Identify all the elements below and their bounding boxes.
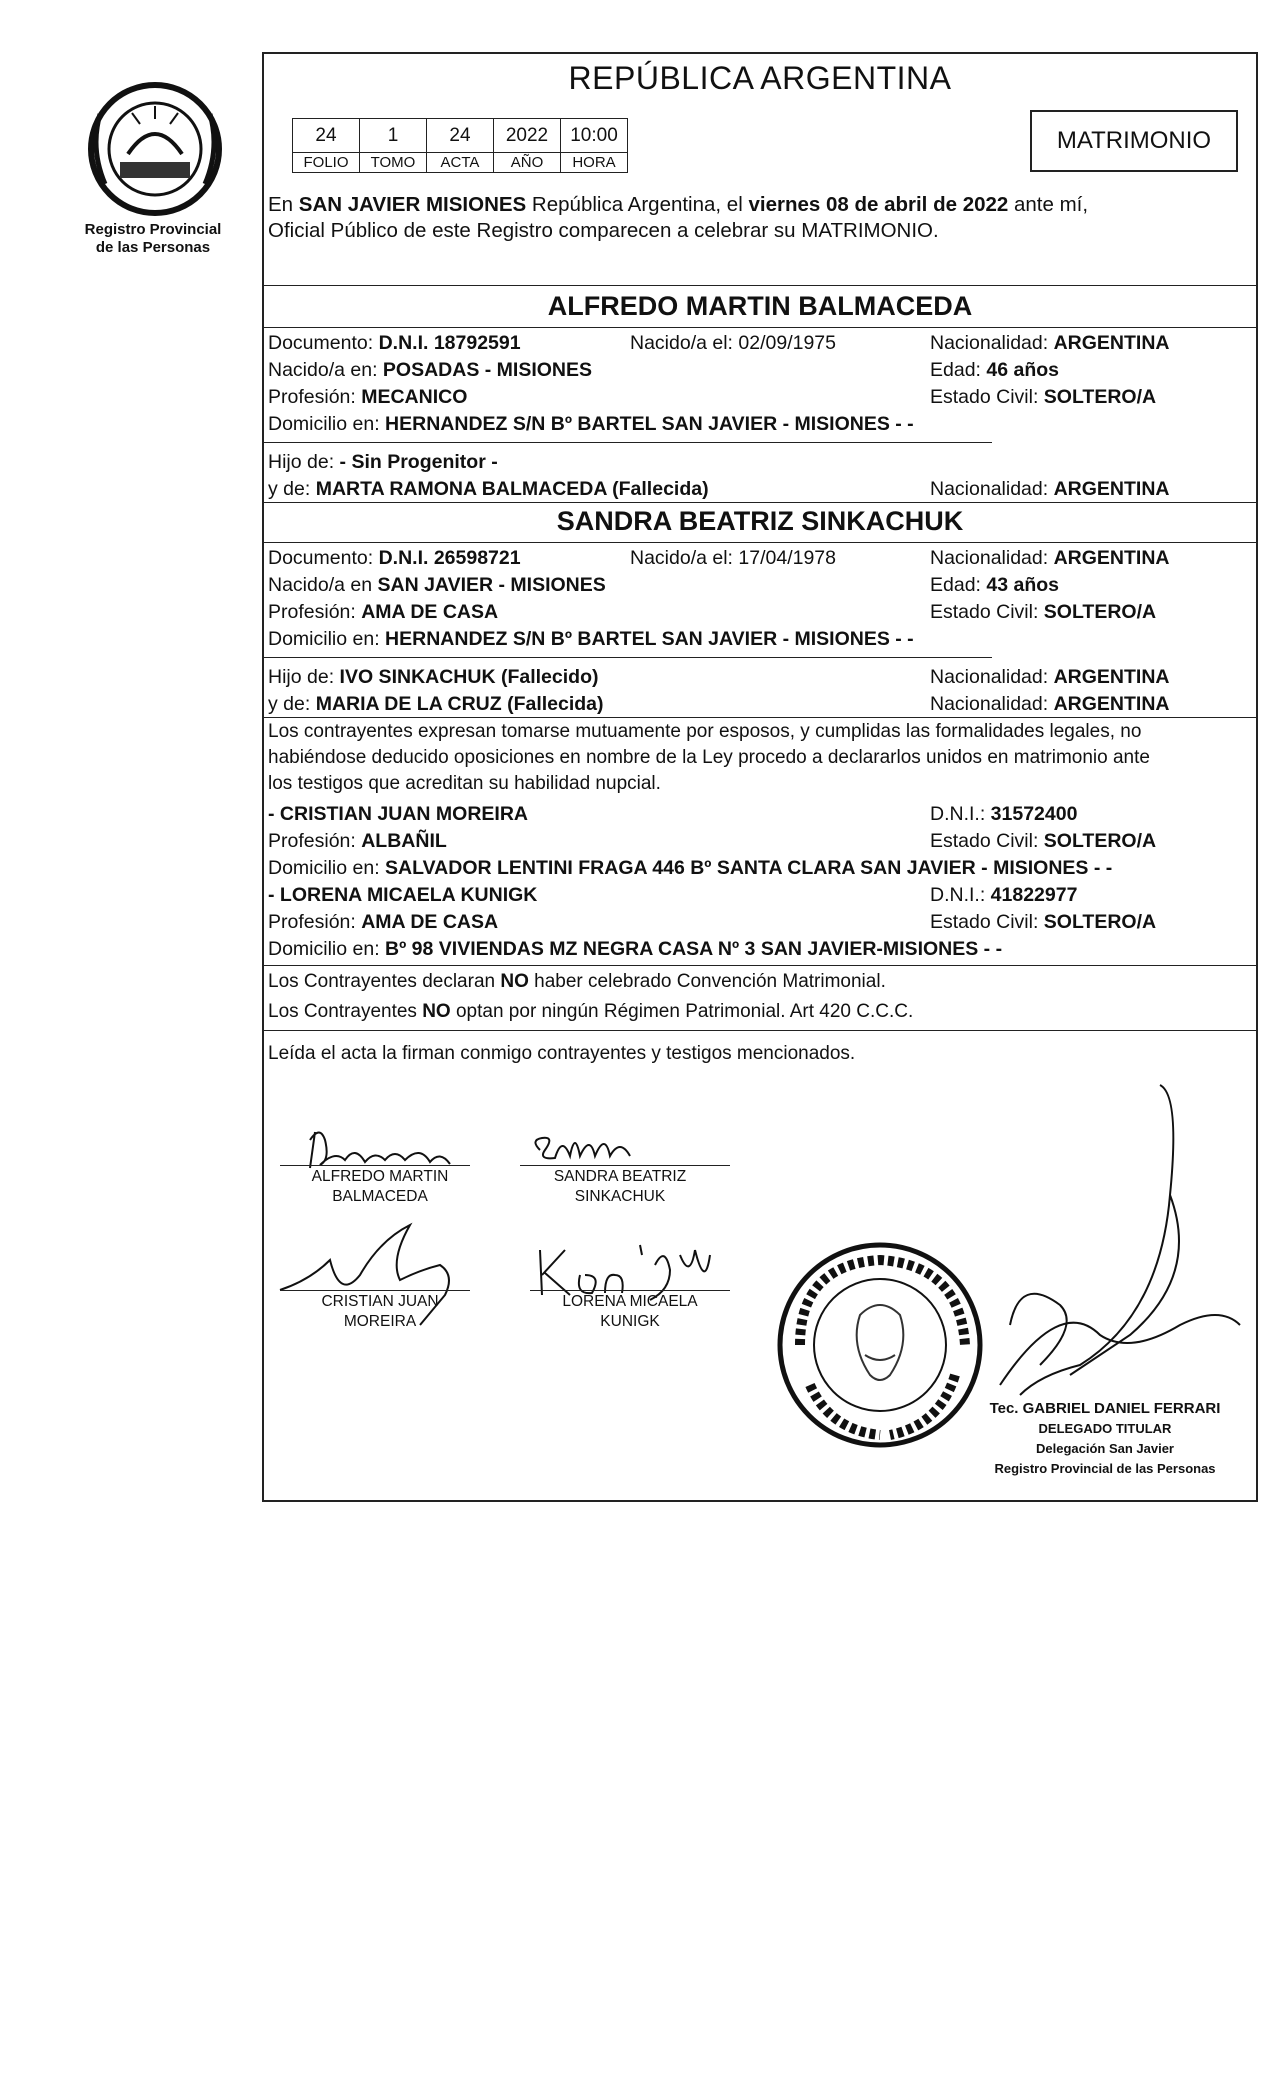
groom-birthdate: Nacido/a el: 02/09/1975 (630, 332, 837, 354)
act-type-box: MATRIMONIO (1030, 110, 1238, 172)
bride-mother: y de: MARIA DE LA CRUZ (Fallecida) (268, 693, 604, 715)
bride-nationality: Nacionalidad: ARGENTINA (930, 547, 1170, 569)
intro-line2: Oficial Público de este Registro comparecen a celebrar su MATRIMONIO. (268, 219, 939, 242)
bride-civil-status: Estado Civil: SOLTERO/A (930, 601, 1157, 623)
declaration-line1: Los contrayentes expresan tomarse mutuamente por esposos, y cumplidas las formalidades legales, no (268, 721, 1142, 742)
bride-birthdate: Nacido/a el: 17/04/1978 (630, 547, 837, 569)
declaration-line3: los testigos que acreditan su habilidad nupcial. (268, 773, 661, 794)
witness1-signature-caption: CRISTIAN JUAN MOREIRA (321, 1293, 439, 1330)
year-value: 2022 (494, 119, 561, 153)
bride-address: Domicilio en: HERNANDEZ S/N Bº BARTEL SAN JAVIER - MISIONES - - (268, 628, 914, 650)
bride-document: Documento: D.N.I. 26598721 (268, 547, 521, 569)
acta-value: 24 (427, 119, 494, 153)
witness2-dni: D.N.I.: 41822977 (930, 884, 1078, 906)
groom-mother-nationality: Nacionalidad: ARGENTINA (930, 478, 1170, 500)
bride-mother-nationality: Nacionalidad: ARGENTINA (930, 693, 1170, 715)
bride-name: SANDRA BEATRIZ SINKACHUK (556, 506, 964, 536)
convention-line1: Los Contrayentes declaran NO haber celebrado Convención Matrimonial. (268, 971, 886, 992)
tomo-value: 1 (360, 119, 427, 153)
acta-label: ACTA (427, 153, 494, 173)
official-registry: Registro Provincial de las Personas (994, 1461, 1216, 1476)
witness1-name: - CRISTIAN JUAN MOREIRA (268, 803, 529, 825)
folio-value: 24 (293, 119, 360, 153)
logo-caption: Registro Provincial de las Personas (84, 221, 222, 256)
bride-signature-caption: SANDRA BEATRIZ SINKACHUK (553, 1168, 687, 1205)
bride-birthplace: Nacido/a en SAN JAVIER - MISIONES (268, 574, 606, 596)
tomo-label: TOMO (360, 153, 427, 173)
witness1-profession: Profesión: ALBAÑIL (268, 830, 447, 852)
witness2-civil-status: Estado Civil: SOLTERO/A (930, 911, 1157, 933)
convention-line2: Los Contrayentes NO optan por ningún Régimen Patrimonial. Art 420 C.C.C. (268, 1001, 914, 1022)
hour-label: HORA (561, 153, 628, 173)
document-title: REPÚBLICA ARGENTINA (568, 60, 952, 96)
registry-table (292, 118, 628, 173)
witness2-address: Domicilio en: Bº 98 VIVIENDAS MZ NEGRA CASA Nº 3 SAN JAVIER-MISIONES - - (268, 938, 1003, 960)
year-label: AÑO (494, 153, 561, 173)
witness2-profession: Profesión: AMA DE CASA (268, 911, 499, 933)
bride-signature-icon (520, 1120, 680, 1170)
groom-age: Edad: 46 años (930, 359, 1060, 381)
groom-address: Domicilio en: HERNANDEZ S/N Bº BARTEL SAN JAVIER - MISIONES - - (268, 413, 914, 435)
official-name: Tec. GABRIEL DANIEL FERRARI (989, 1400, 1221, 1417)
bride-profession: Profesión: AMA DE CASA (268, 601, 499, 623)
groom-father: Hijo de: - Sin Progenitor - (268, 451, 498, 473)
official-signature-icon (980, 1075, 1250, 1405)
groom-document: Documento: D.N.I. 18792591 (268, 332, 521, 354)
official-registry-stamp (770, 1235, 990, 1455)
groom-name: ALFREDO MARTIN BALMACEDA (547, 291, 973, 321)
witness1-dni: D.N.I.: 31572400 (930, 803, 1078, 825)
witness1-civil-status: Estado Civil: SOLTERO/A (930, 830, 1157, 852)
witness1-address: Domicilio en: SALVADOR LENTINI FRAGA 446 Bº SANTA CLARA SAN JAVIER - MISIONES - - (268, 857, 1113, 879)
official-title: DELEGADO TITULAR (1038, 1421, 1172, 1436)
groom-profession: Profesión: MECANICO (268, 386, 468, 408)
declaration-line2: habiéndose deducido oposiciones en nombre de la Ley procedo a declararlos unidos en matrimonio ante (268, 747, 1150, 768)
groom-signature-caption: ALFREDO MARTIN BALMACEDA (311, 1168, 449, 1205)
witness2-signature-caption: LORENA MICAELA KUNIGK (562, 1293, 698, 1330)
closing-statement: Leída el acta la firman conmigo contrayentes y testigos mencionados. (268, 1043, 856, 1064)
groom-civil-status: Estado Civil: SOLTERO/A (930, 386, 1157, 408)
hour-value: 10:00 (561, 119, 628, 153)
bride-father: Hijo de: IVO SINKACHUK (Fallecido) (268, 666, 599, 688)
bride-age: Edad: 43 años (930, 574, 1060, 596)
groom-mother: y de: MARTA RAMONA BALMACEDA (Fallecida) (268, 478, 709, 500)
bride-father-nationality: Nacionalidad: ARGENTINA (930, 666, 1170, 688)
intro-line1: En SAN JAVIER MISIONES República Argentina, el viernes 08 de abril de 2022 ante mí, (268, 193, 1089, 216)
groom-birthplace: Nacido/a en: POSADAS - MISIONES (268, 359, 593, 381)
witness2-name: - LORENA MICAELA KUNIGK (268, 884, 538, 906)
provincial-seal-logo (80, 74, 230, 224)
official-delegation: Delegación San Javier (1035, 1441, 1174, 1456)
groom-nationality: Nacionalidad: ARGENTINA (930, 332, 1170, 354)
folio-label: FOLIO (293, 153, 360, 173)
